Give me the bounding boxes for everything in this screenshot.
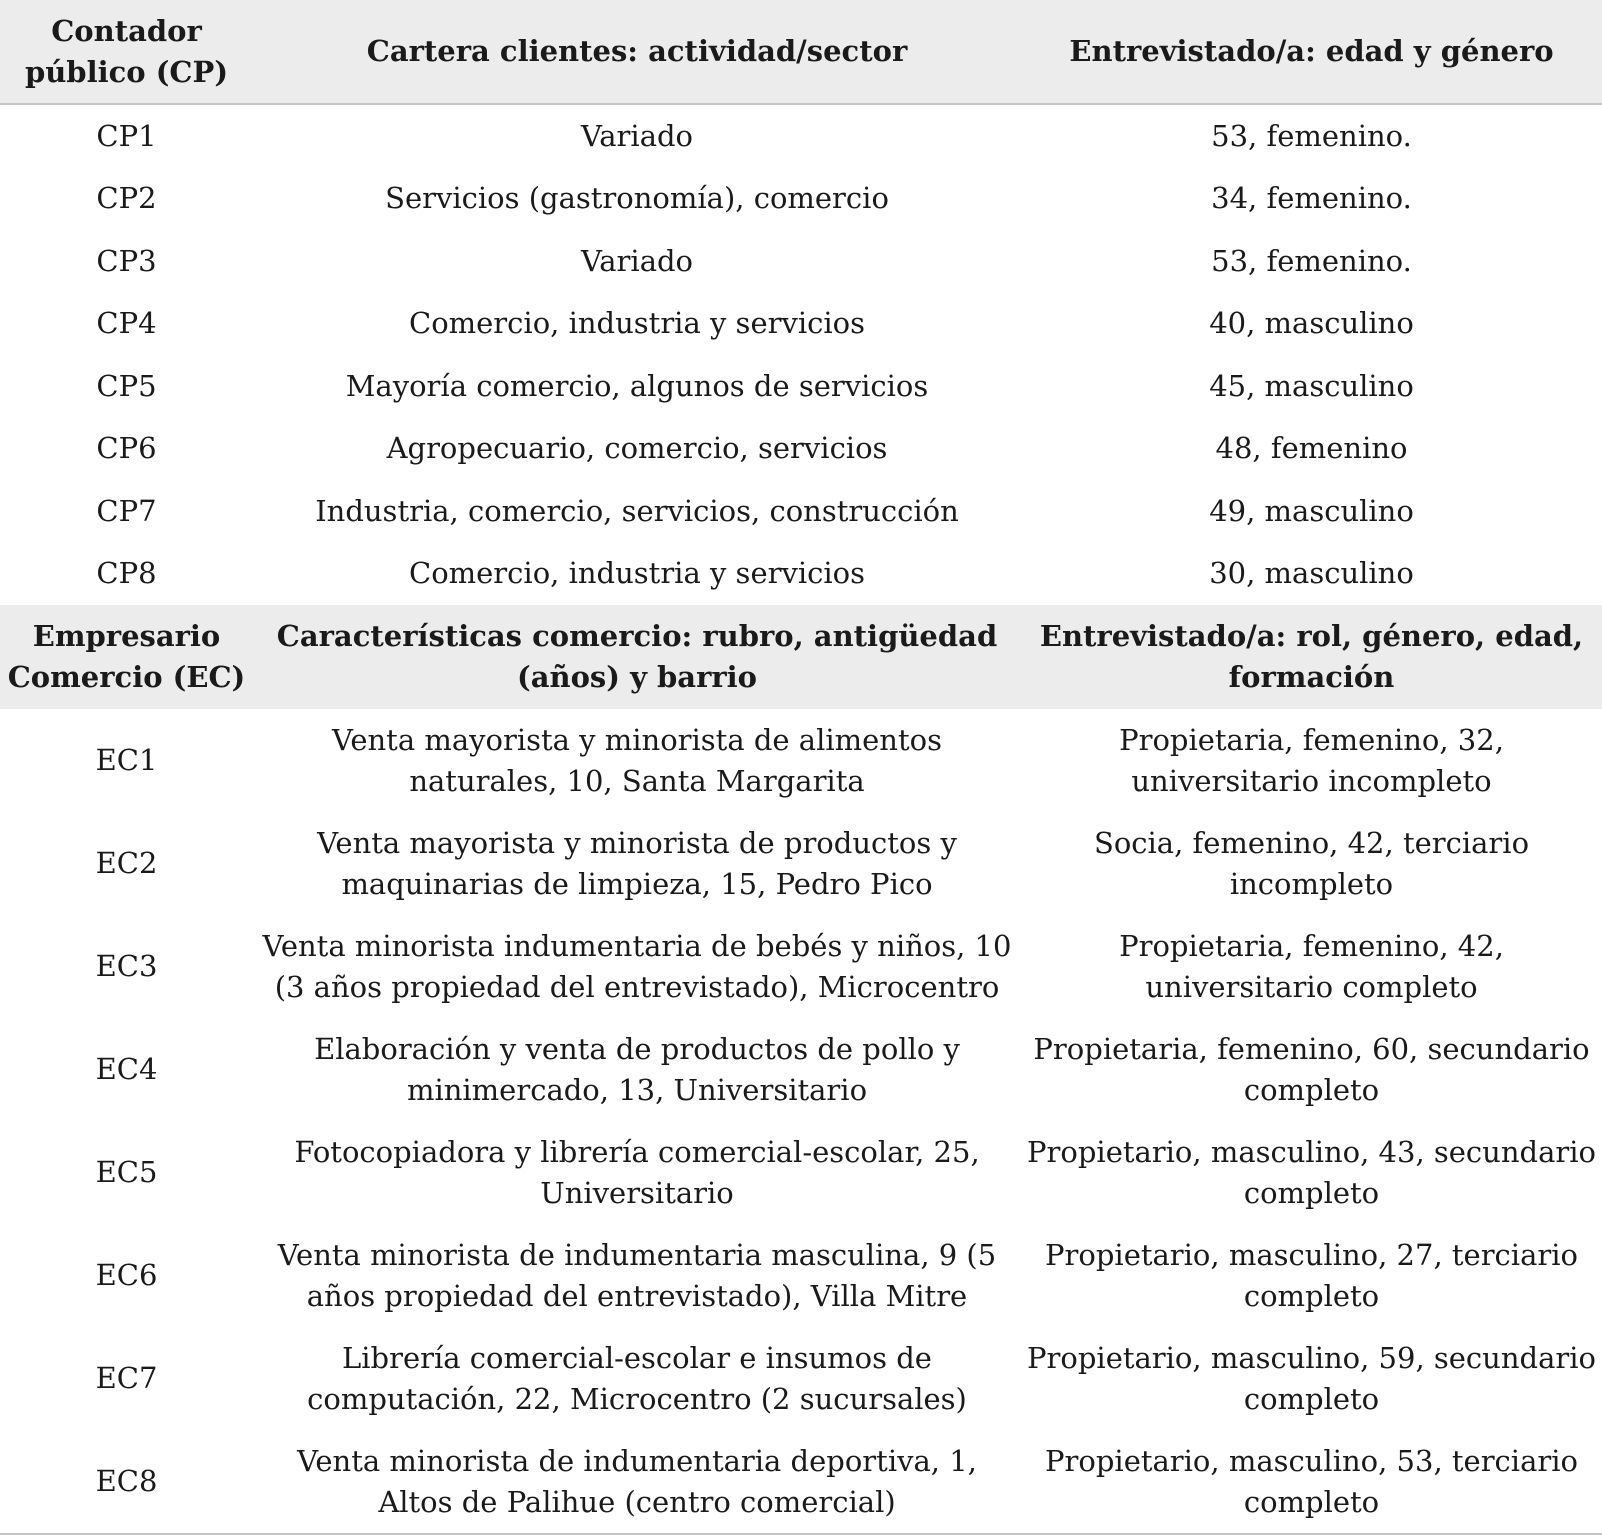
cp-interviewee-cell: 53, femenino. [1211, 118, 1412, 153]
cp-id-cell: CP1 [96, 118, 157, 153]
table-row [0, 1018, 1602, 1121]
cp-id-cell: CP3 [96, 243, 157, 278]
ec-header-col1: Empresario Comercio (EC) [0, 605, 253, 709]
table-row [0, 1224, 1602, 1327]
ec-business-cell: Librería comercial-escolar e insumos de computación, 22, Microcentro (2 sucursales) [307, 1340, 967, 1416]
table-row [0, 355, 1602, 418]
cp-id-cell: CP8 [96, 556, 157, 591]
ec-interviewee-cell: Propietaria, femenino, 60, secundario completo [1033, 1031, 1590, 1107]
cp-interviewee-cell: 34, femenino. [1211, 181, 1412, 216]
cp-sector-cell: Variado [580, 243, 694, 278]
table-row [0, 293, 1602, 356]
table-row [0, 915, 1602, 1018]
cp-header-row [0, 0, 1602, 104]
ec-id-cell: EC2 [95, 846, 158, 880]
cp-sector-cell: Agropecuario, comercio, servicios [386, 431, 888, 466]
cp-section [0, 0, 1602, 605]
cp-header-col3: Entrevistado/a: edad y género [1021, 0, 1602, 104]
table-row [0, 168, 1602, 231]
ec-business-cell: Elaboración y venta de productos de pollo y minimercado, 13, Universitario [314, 1031, 960, 1107]
ec-id-cell: EC4 [95, 1052, 158, 1086]
table-row [0, 709, 1602, 812]
ec-id-cell: EC1 [95, 743, 158, 777]
cp-sector-cell: Industria, comercio, servicios, construcción [315, 493, 959, 528]
ec-id-cell: EC3 [95, 949, 158, 983]
cp-interviewee-cell: 53, femenino. [1211, 243, 1412, 278]
cp-sector-cell: Mayoría comercio, algunos de servicios [345, 368, 929, 403]
cp-id-cell: CP6 [96, 431, 157, 466]
table-row [0, 1327, 1602, 1430]
ec-interviewee-cell: Propietario, masculino, 59, secundario completo [1027, 1340, 1596, 1416]
cp-sector-cell: Variado [580, 118, 694, 153]
table-row [0, 812, 1602, 915]
ec-business-cell: Venta mayorista y minorista de productos y maquinarias de limpieza, 15, Pedro Pico [317, 825, 957, 901]
table-row [0, 1121, 1602, 1224]
ec-business-cell: Venta minorista de indumentaria masculina, 9 (5 años propiedad del entrevistado), Villa Mitre [277, 1237, 997, 1313]
cp-id-cell: CP4 [96, 306, 157, 341]
ec-id-cell: EC5 [95, 1155, 158, 1189]
table-row [0, 543, 1602, 606]
cp-interviewee-cell: 49, masculino [1209, 493, 1414, 528]
ec-interviewee-cell: Propietario, masculino, 53, terciario completo [1021, 1430, 1602, 1534]
cp-id-cell: CP2 [96, 181, 157, 216]
cp-sector-cell: Servicios (gastronomía), comercio [385, 181, 889, 216]
ec-business-cell: Venta minorista de indumentaria deportiva, 1, Altos de Palihue (centro comercial) [253, 1430, 1021, 1534]
ec-id-cell: EC7 [95, 1361, 158, 1395]
cp-interviewee-cell: 30, masculino [1209, 556, 1414, 591]
ec-header-row [0, 605, 1602, 709]
ec-interviewee-cell: Propietaria, femenino, 42, universitario completo [1119, 928, 1504, 1004]
ec-id-cell: EC8 [0, 1430, 253, 1534]
cp-sector-cell: Comercio, industria y servicios [409, 556, 865, 591]
ec-header-col2: Características comercio: rubro, antigüedad (años) y barrio [253, 605, 1021, 709]
ec-business-cell: Venta mayorista y minorista de alimentos naturales, 10, Santa Margarita [332, 722, 942, 798]
cp-interviewee-cell: 40, masculino [1209, 306, 1414, 341]
table-row [0, 104, 1602, 168]
ec-business-cell: Venta minorista indumentaria de bebés y niños, 10 (3 años propiedad del entrevistado), Microcentro [262, 928, 1012, 1004]
table-row [0, 418, 1602, 481]
cp-sector-cell: Comercio, industria y servicios [409, 306, 865, 341]
ec-interviewee-cell: Propietaria, femenino, 32, universitario incompleto [1119, 722, 1504, 798]
ec-interviewee-cell: Propietario, masculino, 27, terciario completo [1045, 1237, 1578, 1313]
cp-header-col1: Contador público (CP) [0, 0, 253, 104]
table-row [0, 230, 1602, 293]
ec-business-cell: Fotocopiadora y librería comercial-escolar, 25, Universitario [294, 1134, 980, 1210]
cp-id-cell: CP7 [96, 493, 157, 528]
ec-section [0, 605, 1602, 1534]
cp-interviewee-cell: 45, masculino [1209, 368, 1414, 403]
table-row [0, 1430, 1602, 1534]
cp-id-cell: CP5 [96, 368, 157, 403]
ec-interviewee-cell: Propietario, masculino, 43, secundario completo [1027, 1134, 1596, 1210]
cp-header-col2: Cartera clientes: actividad/sector [253, 0, 1021, 104]
table-row [0, 480, 1602, 543]
cp-interviewee-cell: 48, femenino [1215, 431, 1408, 466]
ec-header-col3: Entrevistado/a: rol, género, edad, formación [1021, 605, 1602, 709]
ec-interviewee-cell: Socia, femenino, 42, terciario incompleto [1093, 825, 1530, 901]
ec-id-cell: EC6 [95, 1258, 158, 1292]
